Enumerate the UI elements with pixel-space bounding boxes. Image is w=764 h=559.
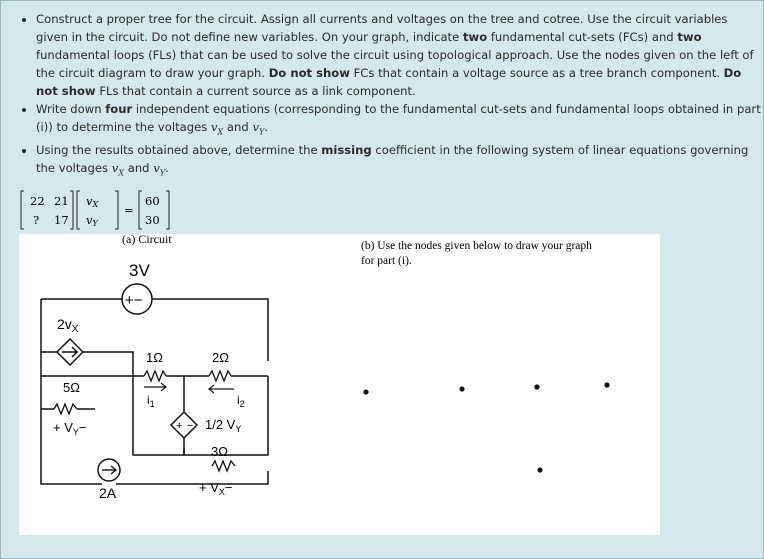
svg-text:−: − [187, 420, 194, 432]
matrix-a21: ? [33, 213, 40, 227]
vx-label: + $V_X-$ [199, 480, 233, 497]
matrix-a22: 17 [54, 213, 69, 227]
graph-node-5[interactable] [537, 467, 542, 472]
instruction-item-2: • Write down four independent equations (corresponding to the fundamental cut-sets and fundamental loops obtained in part (i)) to determine the voltages $v_X$ and $v_Y$. [36, 100, 762, 141]
i1-arrow [144, 383, 166, 391]
dep-voltage-label: 1/2 $V_Y$ [205, 417, 242, 434]
graph-node-2[interactable] [459, 386, 464, 391]
instruction-item-1: • Construct a proper tree for the circuit. Assign all currents and voltages on the tree and cotree. Use the circuit variables given in the circuit. Do not define new variables. On your graph, indicate two fundamental cut-sets (FCs) and two fundamental loops (FLs) that can be used to solve the circuit using topological approach. Use the nodes given on the left of the circuit diagram to draw your graph. Do not show FCs that contain a voltage source as a tree branch component. Do not show FLs that contain a current source as a link component. [36, 10, 762, 100]
dep-current-label: $2v_X$ [57, 316, 79, 335]
resistor-2ohm-label: 2Ω [212, 350, 229, 365]
resistor-3ohm [212, 461, 235, 471]
graph-node-1[interactable] [363, 389, 368, 394]
i2-label: $i_2$ [237, 393, 245, 409]
i1-label: $i_1$ [147, 393, 155, 409]
graph-caption-line1: (b) Use the nodes given below to draw your graph [361, 240, 592, 252]
resistor-3ohm-label: 3Ω [211, 444, 228, 459]
resistor-5ohm-label: 5Ω [63, 380, 80, 395]
instruction-list [18, 10, 762, 183]
figure-panel [19, 234, 660, 535]
source-voltage-label: 3V [129, 261, 150, 280]
circuit-caption: (a) Circuit [122, 234, 172, 246]
equals-sign: = [124, 203, 134, 217]
graph-node-4[interactable] [604, 382, 609, 387]
vy-label: + $V_Y-$ [53, 420, 87, 437]
dependent-voltage-source [171, 412, 197, 438]
matrix-equation-svg [20, 188, 190, 232]
dependent-current-source [57, 339, 83, 365]
matrix-a12: 21 [54, 194, 69, 208]
resistor-1ohm-label: 1Ω [146, 350, 163, 365]
instruction-item-3: • Using the results obtained above, determine the missing coefficient in the following system of linear equations governing the voltages $v_X$ and $v_Y$. [36, 141, 762, 182]
current-source-label: 2A [99, 485, 117, 501]
svg-text:+: + [176, 420, 183, 432]
matrix-equation [20, 188, 190, 232]
graph-caption-line2: for part (i). [361, 255, 412, 267]
graph-node-3[interactable] [534, 384, 539, 389]
vector-x1: vX [86, 194, 99, 209]
circuit-figure [19, 234, 660, 535]
i2-arrow [209, 385, 234, 393]
voltage-source-sign: +− [125, 292, 143, 309]
resistor-1ohm [144, 371, 166, 381]
current-source-2a [98, 459, 120, 481]
vector-x2: vY [86, 213, 98, 228]
resistor-2ohm [209, 371, 231, 381]
rhs-b1: 60 [145, 194, 160, 208]
matrix-a11: 22 [30, 194, 45, 208]
rhs-b2: 30 [145, 213, 160, 227]
resistor-5ohm [54, 404, 77, 414]
